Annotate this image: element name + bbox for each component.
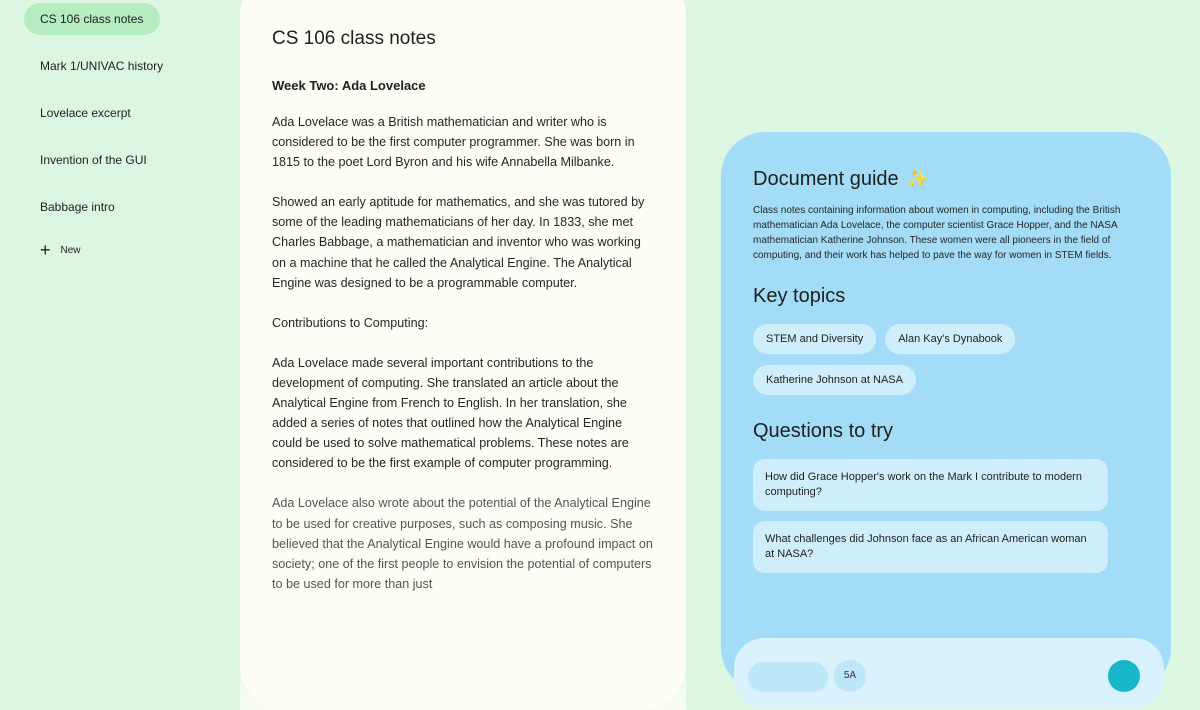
document-paragraph: Ada Lovelace also wrote about the potential of the Analytical Engine to be used for creative purposes, such as composing music. She believed that the Analytical Engine would have a profound impact on society; one of the first people to envision the potential of computers to be used for more than just: [272, 496, 653, 591]
key-topics-title: Key topics: [753, 285, 846, 307]
sidebar-item-mark1-univac[interactable]: Mark 1/UNIVAC history: [40, 59, 164, 73]
document-paragraph: Showed an early aptitude for mathematics, and she was tutored by some of the leading mathematicians of her day. In 1833, she met Charles Babbage, a mathematician and inventor who was working on a machine that he called the Analytical Engine. The Analytical Engine was designed to be a programmable computer.: [272, 195, 645, 290]
document-card: [240, 0, 686, 710]
new-note-button[interactable]: [24, 238, 214, 262]
suggested-question[interactable]: How did Grace Hopper's work on the Mark I contribute to modern computing?: [753, 459, 1108, 511]
sidebar-item-lovelace-excerpt[interactable]: Lovelace excerpt: [40, 106, 131, 120]
send-button[interactable]: [1108, 660, 1140, 692]
sidebar-item-cs106-notes[interactable]: CS 106 class notes: [24, 3, 160, 35]
topic-chips: [753, 324, 1133, 395]
sidebar-item-babbage-intro[interactable]: Babbage intro: [40, 200, 115, 214]
topic-chip[interactable]: STEM and Diversity: [753, 324, 876, 354]
document-guide-panel: [721, 132, 1171, 692]
document-heading: Week Two: Ada Lovelace: [272, 78, 426, 93]
topic-chip[interactable]: Katherine Johnson at NASA: [753, 365, 916, 395]
input-avatar-button[interactable]: 5A: [834, 660, 866, 692]
guide-title-row: [753, 168, 1139, 191]
sparkle-icon: ✨: [906, 169, 930, 189]
input-chip[interactable]: [748, 662, 828, 692]
document-paragraph: Contributions to Computing:: [272, 315, 429, 330]
guide-summary: Class notes containing information about women in computing, including the British mathematician Ada Lovelace, the computer scientist Grace Hopper, and the NASA mathematician Katherine Johnson. These women were all pioneers in the field of computing, and their work has helped to pave the way for women in STEM fields.: [753, 205, 1121, 261]
sidebar-item-gui-invention[interactable]: Invention of the GUI: [40, 153, 147, 167]
questions-title: Questions to try: [753, 420, 894, 442]
sidebar: [24, 3, 214, 262]
fade-overlay: [240, 640, 686, 710]
new-note-label: New: [60, 244, 81, 256]
plus-icon: +: [40, 240, 51, 260]
document-title: CS 106 class notes: [272, 28, 436, 49]
chat-input-bar[interactable]: [734, 638, 1164, 708]
topic-chip[interactable]: Alan Kay's Dynabook: [885, 324, 1015, 354]
document-paragraph: Ada Lovelace made several important contributions to the development of computing. She translated an article about the Analytical Engine from French to English. In her translation, she added a series of notes that outlined how the Analytical Engine could be used to solve mathematical problems. These notes are considered to be the first example of computer programming.: [272, 355, 629, 471]
suggested-question[interactable]: What challenges did Johnson face as an African American woman at NASA?: [753, 521, 1108, 573]
document-paragraph: Ada Lovelace was a British mathematician and writer who is considered to be the first computer programmer. She was born in 1815 to the poet Lord Byron and his wife Annabella Milbanke.: [272, 115, 635, 170]
guide-title: Document guide: [753, 168, 899, 190]
